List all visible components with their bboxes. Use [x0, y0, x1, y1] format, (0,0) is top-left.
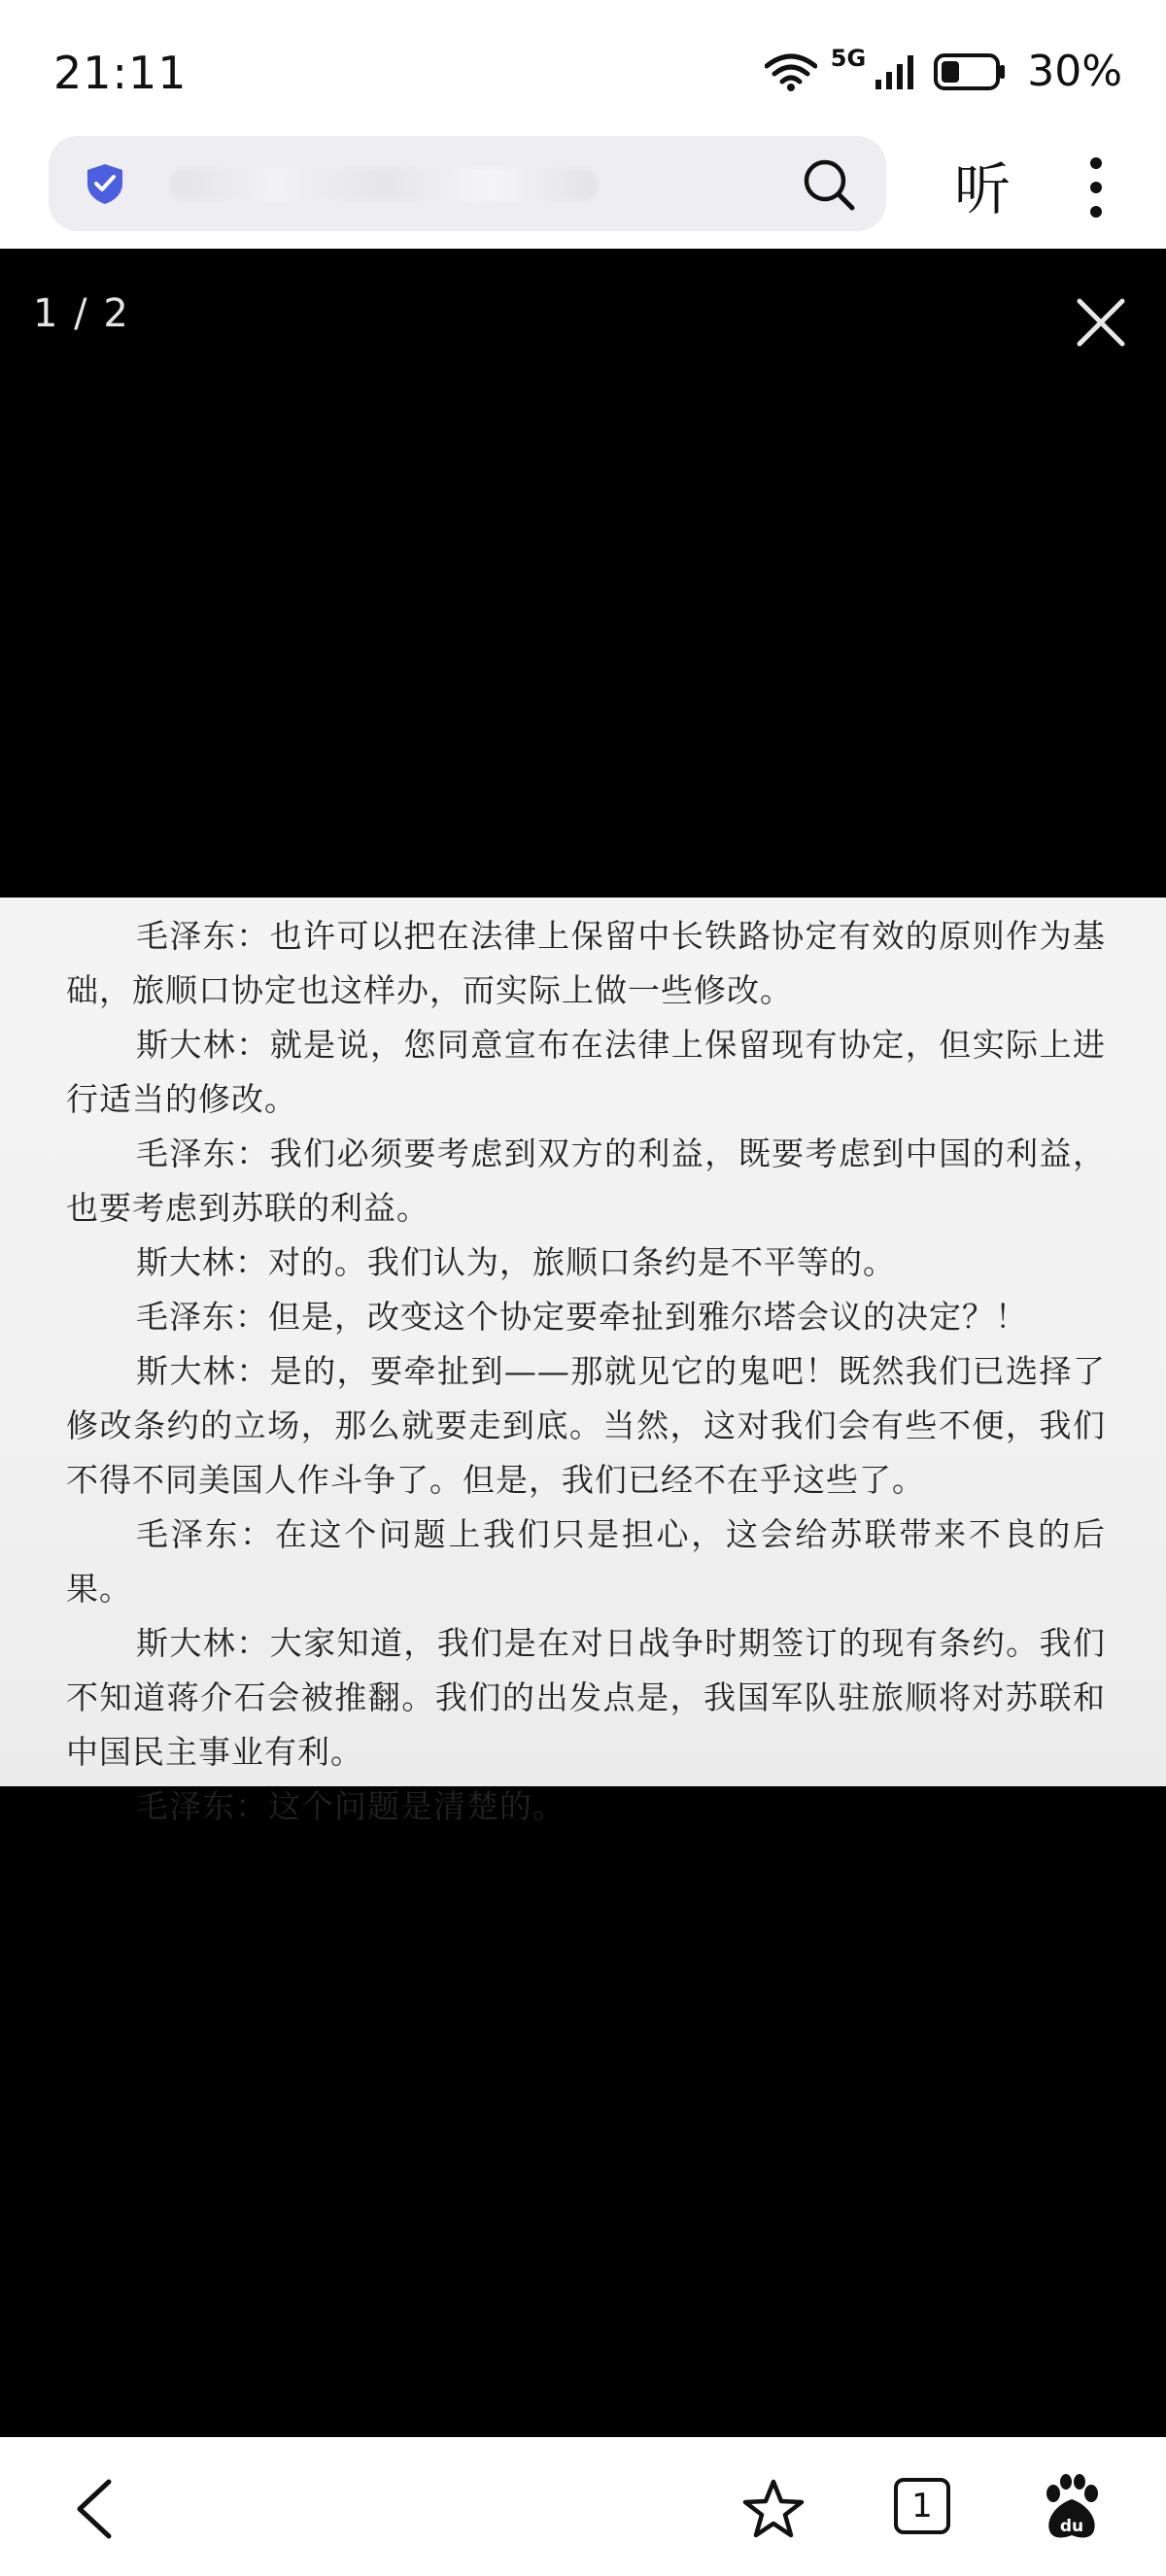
svg-text:du: du [1059, 2517, 1084, 2536]
signal-icon [874, 52, 920, 91]
bottom-nav [0, 2437, 1166, 2576]
address-bar[interactable] [49, 136, 886, 231]
paragraph: 毛泽东：但是，改变这个协定要牵扯到雅尔塔会议的决定？！ [136, 1298, 1028, 1336]
battery-percent: 30% [1027, 47, 1122, 96]
url-text-blurred [170, 168, 598, 201]
paragraph: 斯大林：大家知道，我们是在对日战争时期签订的现有条约。我们不知道蒋介石会被推翻。我们的出发点是，我国军队驻旅顺将对苏联和中国民主事业有利。 [66, 1624, 1106, 1771]
paragraph: 斯大林：对的。我们认为，旅顺口条约是不平等的。 [136, 1243, 896, 1281]
paragraph: 斯大林：就是说，您同意宣布在法律上保留现有协定，但实际上进行适当的修改。 [66, 1026, 1106, 1118]
image-viewer [0, 249, 1166, 2437]
paragraph: 斯大林：是的，要牵扯到——那就见它的鬼吧！既然我们已选择了修改条约的立场，那么就要走到底。当然，这对我们会有些不便，我们不得不同美国人作斗争了。但是，我们已经不在乎这些了。 [66, 1352, 1106, 1499]
paragraph: 毛泽东：在这个问题上我们只是担心，这会给苏联带来不良的后果。 [66, 1515, 1106, 1608]
wifi-icon [765, 52, 817, 91]
tabs-count: 1 [911, 2487, 933, 2525]
tabs-icon[interactable] [894, 2478, 950, 2534]
listen-button[interactable]: 听 [954, 156, 1012, 222]
search-icon[interactable] [802, 157, 856, 212]
star-icon[interactable] [741, 2478, 806, 2540]
page-counter: 1 / 2 [33, 291, 130, 336]
status-time: 21:11 [53, 47, 188, 99]
network-type: 5G [830, 44, 867, 72]
paragraph: 毛泽东：这个问题是清楚的。 [136, 1787, 566, 1825]
status-indicators [765, 44, 1122, 96]
paragraph: 毛泽东：我们必须要考虑到双方的利益，既要考虑到中国的利益，也要考虑到苏联的利益。 [66, 1135, 1106, 1227]
more-vertical-icon[interactable] [1079, 155, 1114, 220]
back-icon[interactable] [70, 2478, 119, 2540]
status-bar [0, 0, 1166, 136]
close-icon[interactable] [1074, 295, 1128, 350]
shield-icon [84, 162, 126, 205]
document-text [66, 909, 1106, 1834]
baidu-paw-icon[interactable] [1040, 2474, 1104, 2542]
paragraph: 毛泽东：也许可以把在法律上保留中长铁路协定有效的原则作为基础，旅顺口协定也这样办，而实际上做一些修改。 [66, 917, 1106, 1009]
battery-icon [934, 52, 1008, 91]
document-image [0, 898, 1166, 1825]
